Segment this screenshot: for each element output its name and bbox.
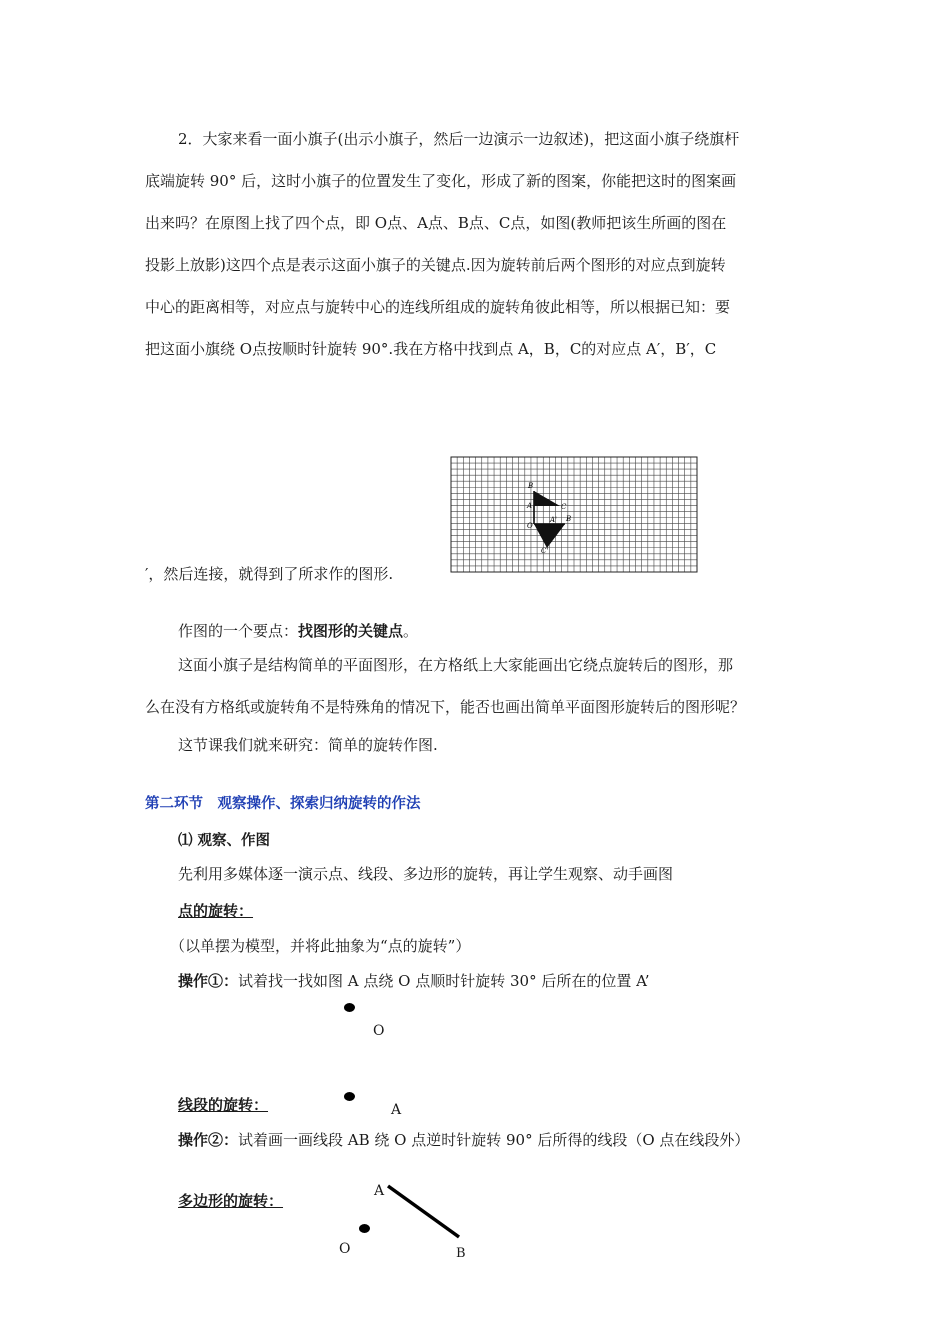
para1-line-2: 底端旋转 90° 后，这时小旗子的位置发生了变化，形成了新的图案，你能把这时的图案画 bbox=[145, 172, 737, 190]
operation-2 bbox=[178, 1129, 749, 1150]
rotated-flag bbox=[534, 524, 565, 548]
operation-2-label: 操作②： bbox=[178, 1131, 239, 1149]
point-A-label: A bbox=[391, 1102, 402, 1118]
polygon-rotation-heading: 多边形的旋转： bbox=[178, 1192, 284, 1210]
para1-line-4: 投影上放影)这四个点是表示这面小旗子的关键点.因为旋转前后两个图形的对应点到旋转 bbox=[145, 256, 726, 274]
point-O-label: O bbox=[373, 1023, 385, 1039]
grid-label-B: B bbox=[528, 482, 534, 490]
operation-1-text: 试着找一找如图 A 点绕 O 点顺时针旋转 30° 后所在的位置 A’ bbox=[238, 972, 650, 990]
para1-line-1: 2．大家来看一面小旗子(出示小旗子，然后一边演示一边叙述)，把这面小旗子绕旗杆 bbox=[178, 130, 740, 148]
grid-label-B-prime: B bbox=[566, 515, 572, 523]
segment-label-O: O bbox=[339, 1241, 351, 1257]
segment-AB-figure bbox=[380, 1180, 470, 1250]
segment-AB bbox=[388, 1186, 459, 1237]
segment-label-B: B bbox=[456, 1246, 466, 1261]
key-point bbox=[178, 620, 418, 641]
segment-rotation-heading: 线段的旋转： bbox=[178, 1096, 269, 1114]
para2-line-2: 么在没有方格纸或旋转角不是特殊角的情况下，能否也画出简单平面图形旋转后的图形呢？ bbox=[145, 698, 746, 716]
pendulum-note: （以单摆为模型，并将此抽象为“点的旋转”） bbox=[170, 937, 471, 955]
segment-point-O-dot bbox=[359, 1224, 370, 1233]
point-A-dot bbox=[344, 1092, 355, 1101]
sub1-title: ⑴ 观察、作图 bbox=[178, 832, 271, 849]
flag-rotation-grid-figure bbox=[450, 456, 700, 576]
grid-label-C: C bbox=[561, 503, 567, 511]
segment-label-A: A bbox=[374, 1183, 385, 1199]
para3: 这节课我们就来研究：简单的旋转作图. bbox=[178, 736, 438, 754]
key-point-bold: 找图形的关键点 bbox=[298, 622, 404, 640]
key-point-suffix: 。 bbox=[403, 622, 419, 640]
operation-1 bbox=[178, 970, 650, 991]
para2-line-1: 这面小旗子是结构简单的平面图形，在方格纸上大家能画出它绕点旋转后的图形，那 bbox=[178, 656, 734, 674]
grid-label-C-prime: C' bbox=[541, 547, 549, 555]
operation-2-text: 试着画一画线段 AB 绕 O 点逆时针旋转 90° 后所得的线段（O 点在线段外） bbox=[238, 1131, 750, 1149]
para1-line-3: 出来吗？在原图上找了四个点，即 O点、A点、B点、C点，如图(教师把该生所画的图在 bbox=[145, 214, 727, 232]
grid-label-A: A bbox=[527, 502, 533, 510]
grid-label-A-prime: A' bbox=[550, 516, 557, 524]
grid-label-O: O bbox=[527, 522, 533, 530]
para1-line-6: 把这面小旗绕 O点按顺时针旋转 90°.我在方格中找到点 A，B，C的对应点 A′，B′，C bbox=[145, 340, 717, 358]
para1-line-5: 中心的距离相等，对应点与旋转中心的连线所组成的旋转角彼此相等，所以根据已知：要 bbox=[145, 298, 731, 316]
point-O-dot bbox=[344, 1003, 355, 1012]
para1-tail: ′，然后连接，就得到了所求作的图形. bbox=[145, 565, 394, 583]
operation-1-label: 操作①： bbox=[178, 972, 239, 990]
section-heading: 第二环节 观察操作、探索归纳旋转的作法 bbox=[145, 796, 421, 812]
sub1-text: 先利用多媒体逐一演示点、线段、多边形的旋转，再让学生观察、动手画图 bbox=[178, 865, 674, 883]
point-rotation-heading: 点的旋转： bbox=[178, 902, 254, 920]
key-point-prefix: 作图的一个要点： bbox=[178, 622, 299, 640]
